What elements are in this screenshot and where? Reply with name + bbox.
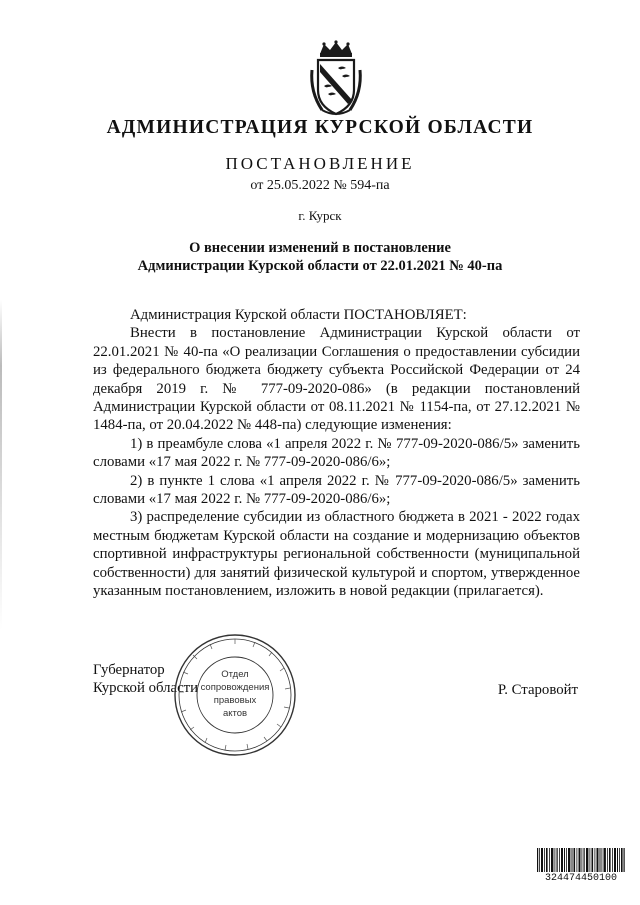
body-item-1: 1) в преамбуле слова «1 апреля 2022 г. № 777-09-2020-086/5» заменить словами «17 мая 2022 г. № 777-09-2020-086/6»; — [93, 435, 580, 471]
body-intro: Администрация Курской области ПОСТАНОВЛЯЕТ: — [130, 307, 467, 323]
body-item-2: 2) в пункте 1 слова «1 апреля 2022 г. № 777-09-2020-086/5» заменить словами «17 мая 2022 г. № 777-09-2020-086/6»; — [93, 472, 580, 508]
document-date-number: от 25.05.2022 № 594-па — [250, 178, 390, 193]
scan-edge-mark — [0, 300, 2, 630]
stamp-line-2: сопровождения — [200, 682, 270, 693]
document-body — [93, 306, 580, 601]
kursk-coat-of-arms-icon — [308, 40, 364, 118]
subject-line-2: Администрации Курской области от 22.01.2021 № 40-па — [137, 258, 503, 274]
stamp-line-3: правовых — [213, 695, 257, 706]
subject-line-1: О внесении изменений в постановление — [189, 240, 451, 256]
signer-name: Р. Старовойт — [497, 682, 578, 698]
body-item-3: 3) распределение субсидии из областного бюджета в 2021 - 2022 годах местным бюджетам Курской области на создание и модернизацию объектов спортивной инфраструктуры региональной собственности (муниципальной собственности) для занятий физической культурой и спортом, утвержденное указанным постановлением, изложить в новой редакции (прилагается). — [93, 509, 580, 600]
document-subject — [0, 239, 640, 275]
barcode-icon — [537, 848, 625, 872]
document-type: ПОСТАНОВЛЕНИЕ — [225, 154, 415, 173]
organization-title: АДМИНИСТРАЦИЯ КУРСКОЙ ОБЛАСТИ — [106, 117, 534, 138]
signer-position-line-1: Губернатор — [93, 662, 165, 678]
signer-position-line-2: Курской области — [93, 680, 199, 696]
body-paragraph-1: Внести в постановление Администрации Курской области от 22.01.2021 № 40-па «О реализации Соглашения о предоставлении субсидии из федерального бюджета бюджету субъекта Российской Федерации от 24 декабря 2019 г. № 777-09-2020-086» (в редакции постановлений Администрации Курской области от 08.11.2021 № 1154-па, от 27.12.2021 № 1484-па, от 20.04.2022 № 448-па) следующие изменения: — [93, 325, 580, 434]
stamp-line-1: Отдел — [221, 669, 249, 680]
stamp-line-4: актов — [222, 708, 248, 719]
document-city: г. Курск — [298, 208, 342, 223]
barcode-number: 324474450100 — [544, 873, 617, 884]
stamp-center-text — [170, 668, 300, 720]
